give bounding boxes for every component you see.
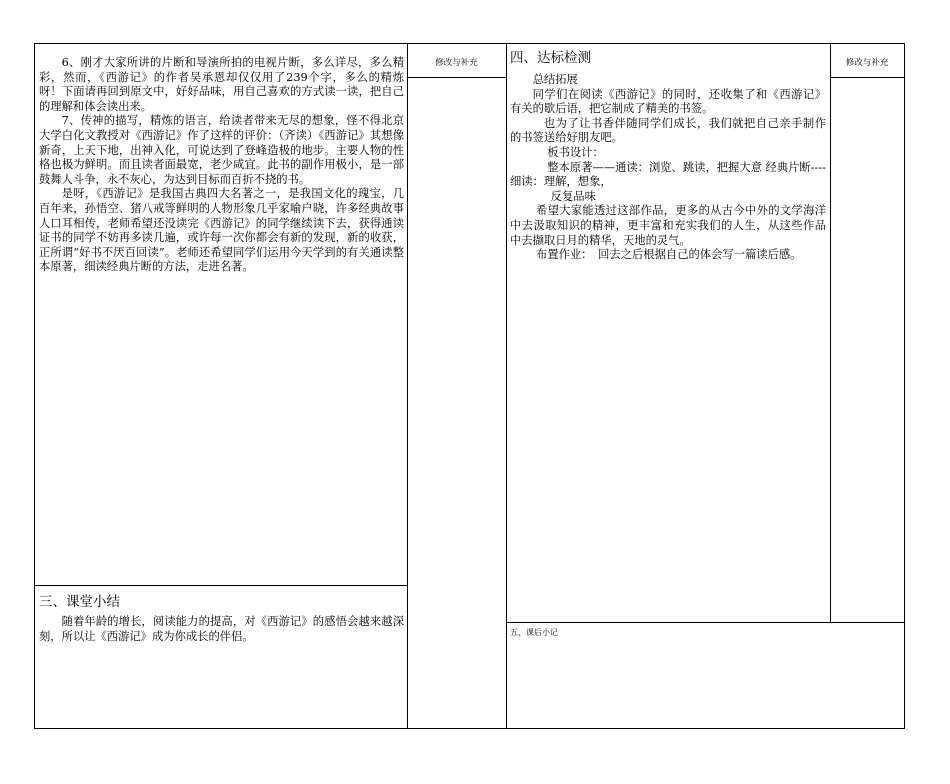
side-label-revise-1: 修改与补充 — [435, 58, 478, 68]
line-homework: 布置作业： 回去之后根据自己的体会写一篇读后感。 — [535, 248, 802, 262]
side-label-revise-2: 修改与补充 — [845, 58, 889, 68]
section4-title: 四、达标检测 — [510, 50, 591, 66]
section3-paragraph: 随着年龄的增长，阅读能力的提高，对《西游记》的感悟会越来越深刻，所以让《西游记》成为你成长的伴侣。 — [39, 615, 404, 643]
section5-title: 五、课后小记 — [510, 628, 558, 637]
line-board-title: 板书设计： — [547, 145, 604, 159]
paragraph-conclusion: 是呀，《西游记》是我国古典四大名著之一，是我国文化的瑰宝，几百年来，孙悟空、猪八戒等鲜明的人物形象几乎家喻户晓，许多经典故事人口耳相传，老师希望还没读完《西游记》的同学继续读下去，获得通读证书的同学不妨再多读几遍，或许每一次你都会有新的发现，新的收获，正所谓“好书不厌百回读”。老师还希望同学们运用今天学到的有关通读整本原著，细读经典片断的方法，走进名著。 — [39, 187, 404, 274]
paragraph-6: 6、刚才大家所讲的片断和导演所拍的电视片断，多么详尽，多么精彩，然而，《西游记》的作者吴承恩却仅仅用了239个字，多么的精炼呀！下面请再回到原文中，好好品味，用自己喜欢的方式读一读，把自己的理解和体会读出来。 — [39, 56, 404, 113]
divider-left-side — [407, 44, 408, 728]
paragraph-7: 7、传神的描写，精炼的语言，给读者带来无尽的想象，怪不得北京大学白化文教授对《西游记》作了这样的评价：（齐读）《西游记》其想像新奇，上天下地，出神入化，可说达到了登峰造极的地步。主要人物的性格也极为鲜明。而且读者面最宽，老少咸宜。此书的副作用极小，是一部鼓舞人斗争，永不灰心，为达到目标而百折不挠的书。 — [39, 114, 404, 186]
line-bookmark: 同学们在阅读《西游记》的同时，还收集了和《西游记》有关的歇后语，把它制成了精美的书签。 — [510, 87, 826, 116]
side-header-underline-2 — [830, 77, 904, 78]
line-board-repeat: 反复品味 — [550, 189, 596, 203]
divider-right-side — [830, 44, 831, 622]
line-summary: 总结拓展 — [532, 73, 578, 86]
right-section5-divider — [506, 622, 904, 623]
right-main-text — [510, 73, 826, 263]
line-gift: 也为了让书香伴随同学们成长，我们就把自己亲手制作的书签送给好朋友吧。 — [510, 116, 826, 145]
section3-title: 三、课堂小结 — [39, 594, 120, 610]
line-board-content: 整本原著——通读：浏览、跳读，把握大意 经典片断----细读：理解，想象， — [510, 160, 826, 189]
left-main-text — [39, 56, 404, 275]
page-frame — [34, 43, 905, 729]
side-header-underline-1 — [407, 77, 506, 78]
left-section3-divider — [35, 585, 408, 586]
section3-text — [39, 615, 404, 644]
line-hope: 希望大家能透过这部作品，更多的从古今中外的文学海洋中去汲取知识的精神，更丰富和充实我们的人生，从这些作品中去撷取日月的精华，天地的灵气。 — [510, 204, 826, 247]
divider-center — [506, 44, 507, 728]
